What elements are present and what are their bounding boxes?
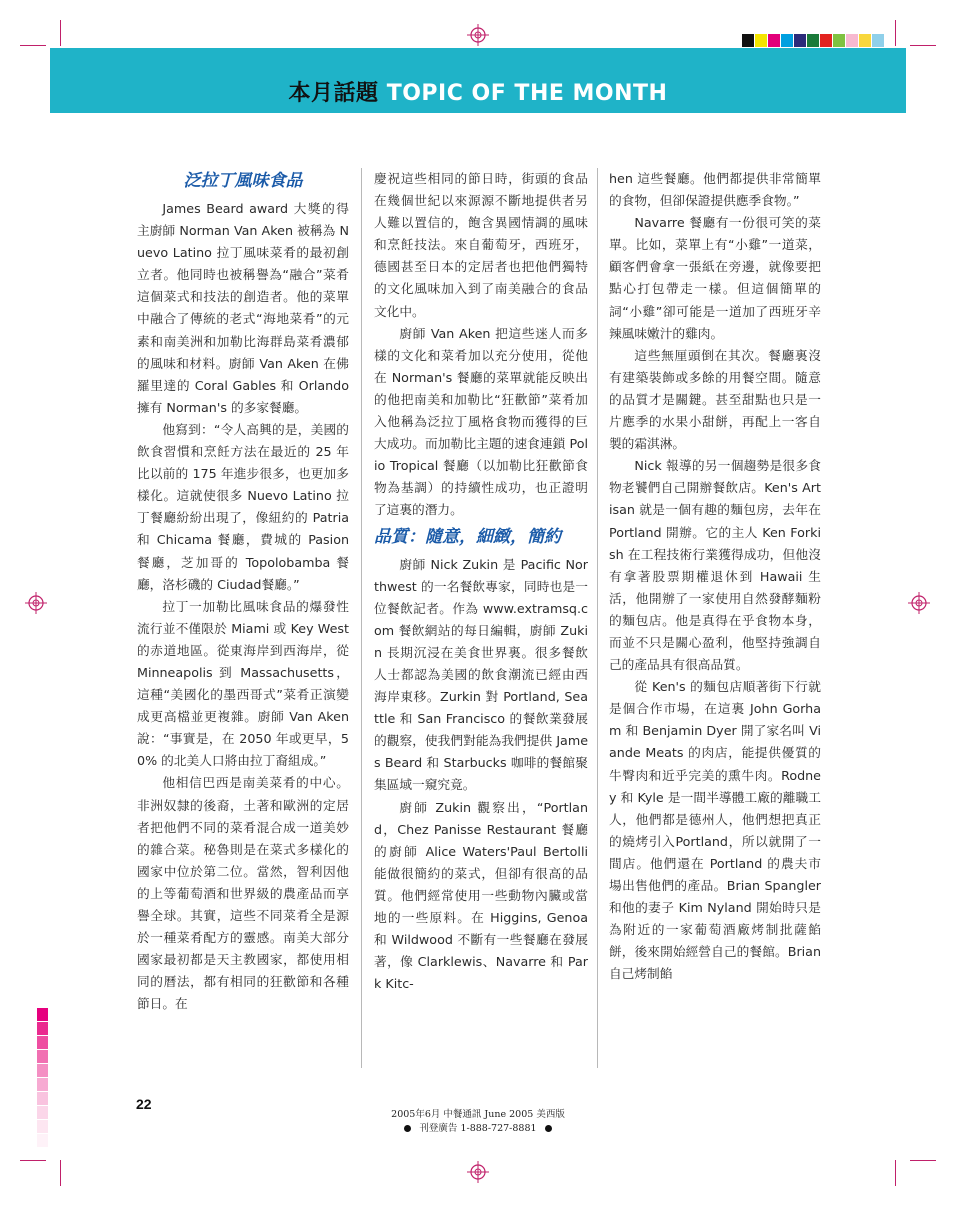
crop-mark (20, 1160, 46, 1161)
paragraph: 廚師 Zukin 觀察出，“Portland，Chez Panisse Restaurant 餐廳的廚師 Alice Waters'Paul Bertolli 能做很簡約的菜式，但卻有很高的品質。他們經常使用一些動物內臟或當地的一些原料。在 Higgins, Genoa 和 Wildwood 不斷有一些餐廳在發展著，像 Clarklewis、Navarre 和 Park Kitc- (374, 799, 588, 992)
column-divider (361, 168, 362, 1068)
topic-banner (50, 48, 906, 113)
section-heading-pan-latin: 泛拉丁風味食品 (183, 171, 303, 191)
paragraph: 廚師 Nick Zukin 是 Pacific Northwest 的一名餐飲專家，同時也是一位餐飲記者。作為 www.extramsq.com 餐飲網站的每日編輯，廚師 Zukin 長期沉浸在美食世界裏。很多餐飲人士都認為美國的飲食潮流已經由西海岸東移。Zurkin 對 Portland, Seattle 和 San Francisco 的餐飲業發展的觀察，使我們對能為我們提供 James Beard 和 Starbucks 咖啡的餐館聚集區域一窺究竟。 (374, 556, 588, 793)
registration-mark-icon (467, 24, 489, 46)
color-swatch (768, 34, 780, 47)
article-column-3 (609, 168, 821, 985)
paragraph: 從 Ken's 的麵包店順著街下行就是個合作市場，在這裏 John Gorham 和 Benjamin Dyer 開了家名叫 Viande Meats 的肉店，能提供優質的牛臀肉和近乎完美的熏牛肉。Rodney 和 Kyle 是一間半導體工廠的離職工人，他們都是德州人，他們想把真正的燒烤引入Portland，所以就開了一間店。他們還在 Portland 的農夫市場出售他們的產品。Brian Spangler 和他的妻子 Kim Nyland 開始時只是為附近的一家葡萄酒廠烤制批薩餡餅，後來開始經營自己的餐館。Brian自己烤制餡 (609, 679, 821, 982)
tint-step (37, 1078, 48, 1091)
bullet-icon (404, 1125, 411, 1132)
column-divider (597, 168, 598, 1068)
color-calibration-bar (742, 34, 885, 47)
crop-mark (60, 1160, 61, 1186)
paragraph: 他相信巴西是南美菜肴的中心。非洲奴隸的後裔，土著和歐洲的定居者把他們不同的菜肴混合成一道美妙的雜合菜。秘魯則是在菜式多樣化的國家中位於第二位。當然，智利因他的上等葡萄酒和世界級的農產品而享譽全球。其實，這些不同菜肴全是源於一種菜肴配方的靈感。南美大部分國家最初都是天主教國家，都使用相同的曆法，都有相同的狂歡節和各種節日。在 (137, 775, 349, 1012)
page-number: 22 (136, 1096, 152, 1112)
article-column-1 (137, 168, 349, 1015)
crop-mark (895, 20, 896, 46)
color-swatch (742, 34, 754, 47)
paragraph: Nick 報導的另一個趨勢是很多食物老饕們自己開辦餐飲店。Ken's Artisan 就是一個有趣的麵包房，去年在 Portland 開辦。它的主人 Ken Forkish 在工程技術行業獲得成功，但他沒有拿著股票期權退休到 Hawaii 生活，他開辦了一家使用自然發酵麵粉的麵包店。他是真得在乎食物本身，而並不只是關心盈利，他堅持強調自己的產品具有很高品質。 (609, 458, 821, 673)
color-swatch (755, 34, 767, 47)
banner-title (50, 80, 906, 108)
crop-mark (910, 45, 936, 46)
registration-mark-icon (908, 592, 930, 614)
footer-ad-line (0, 1120, 956, 1134)
footer-issue-line: 2005年6月 中餐通訊 June 2005 美西版 (391, 1109, 565, 1120)
registration-mark-icon (467, 1161, 489, 1183)
color-swatch (807, 34, 819, 47)
paragraph: 拉丁一加勒比風味食品的爆發性流行並不僅限於 Miami 或 Key West 的赤道地區。從東海岸到西海岸，從 Minneapolis 到 Massachusetts，這種“美國化的墨西哥式”菜肴正演變成更高檔並更複雜。廚師 Van Aken 說：“事實是，在 2050 年或更早，50% 的北美人口將由拉丁裔組成。” (137, 598, 349, 769)
tint-step (37, 1064, 48, 1077)
registration-mark-icon (25, 592, 47, 614)
tint-step (37, 1092, 48, 1105)
banner-title-en: TOPIC OF THE MONTH (386, 81, 668, 106)
paragraph: 這些無厘頭倒在其次。餐廳裏沒有建築裝飾或多餘的用餐空間。隨意的品質才是關鍵。甚至甜點也只是一片應季的水果小甜餅，再配上一客自製的霜淇淋。 (609, 347, 821, 452)
tint-step (37, 1050, 48, 1063)
footer-ad-text: 刊登廣告 1-888-727-8881 (419, 1123, 537, 1134)
paragraph: hen 這些餐廳。他們都提供非常簡單的食物，但卻保證提供應季食物。” (609, 171, 821, 209)
paragraph: 慶祝這些相同的節日時，街頭的食品在幾個世紀以來源源不斷地提供者另人難以置信的，飽含異國情調的風味和烹飪技法。來自葡萄牙，西班牙，德國甚至日本的定居者也把他們獨特的文化風味加入到了南美融合的食品文化中。 (374, 171, 588, 319)
crop-mark (60, 20, 61, 46)
color-swatch (794, 34, 806, 47)
paragraph: 廚師 Van Aken 把這些迷人而多樣的文化和菜肴加以充分使用，從他在 Norman's 餐廳的菜單就能反映出的他把南美和加勒比“狂歡節”菜肴加入他稱為泛拉丁風格食物而獲得的巨大成功。而加勒比主題的速食連鎖 Polio Tropical 餐廳（以加勒比狂歡節食物為基調）的持續性成功，也正證明了這裏的潛力。 (374, 325, 588, 518)
crop-mark (895, 1160, 896, 1186)
color-swatch (872, 34, 884, 47)
tint-step (37, 1036, 48, 1049)
color-swatch (820, 34, 832, 47)
paragraph: 他寫到：“令人高興的是，美國的飲食習慣和烹飪方法在最近的 25 年比以前的 175 年進步很多，也更加多樣化。這就使很多 Nuevo Latino 拉丁餐廳紛紛出現了，像紐約的 Patria 和 Chicama 餐廳，費城的 Pasion 餐廳，芝加哥的 Topolobamba 餐廳，洛杉磯的 Ciudad餐廳。” (137, 421, 349, 592)
color-swatch (833, 34, 845, 47)
crop-mark (910, 1160, 936, 1161)
bullet-icon (545, 1125, 552, 1132)
tint-step (37, 1134, 48, 1147)
color-swatch (859, 34, 871, 47)
banner-title-cn: 本月話題 (288, 81, 379, 106)
color-swatch (781, 34, 793, 47)
tint-step (37, 1022, 48, 1035)
article-column-2 (374, 168, 588, 995)
paragraph: James Beard award 大獎的得主廚師 Norman Van Aken 被稱為 Nuevo Latino 拉丁風味菜肴的最初創立者。他同時也被稱譽為“融合”菜肴這個菜式和技法的創造者。他的菜單中融合了傳統的老式“海地菜肴”的元素和南美洲和加勒比海群島菜肴濃郁的風味和材料。廚師 Van Aken 在佛羅里達的 Coral Gables 和 Orlando 擁有 Norman's 的多家餐廳。 (137, 201, 349, 415)
section-heading-quality: 品質：隨意，細緻，簡約 (374, 526, 561, 547)
color-swatch (846, 34, 858, 47)
paragraph: Navarre 餐廳有一份很可笑的菜單。比如，菜單上有“小雞”一道菜，顧客們會拿一張紙在旁邊，就像要把點心打包帶走一樣。但這個簡單的詞“小雞”卻可能是一道加了西班牙辛辣風味嫩汁的雞肉。 (609, 215, 821, 341)
tint-step (37, 1008, 48, 1021)
crop-mark (20, 45, 46, 46)
